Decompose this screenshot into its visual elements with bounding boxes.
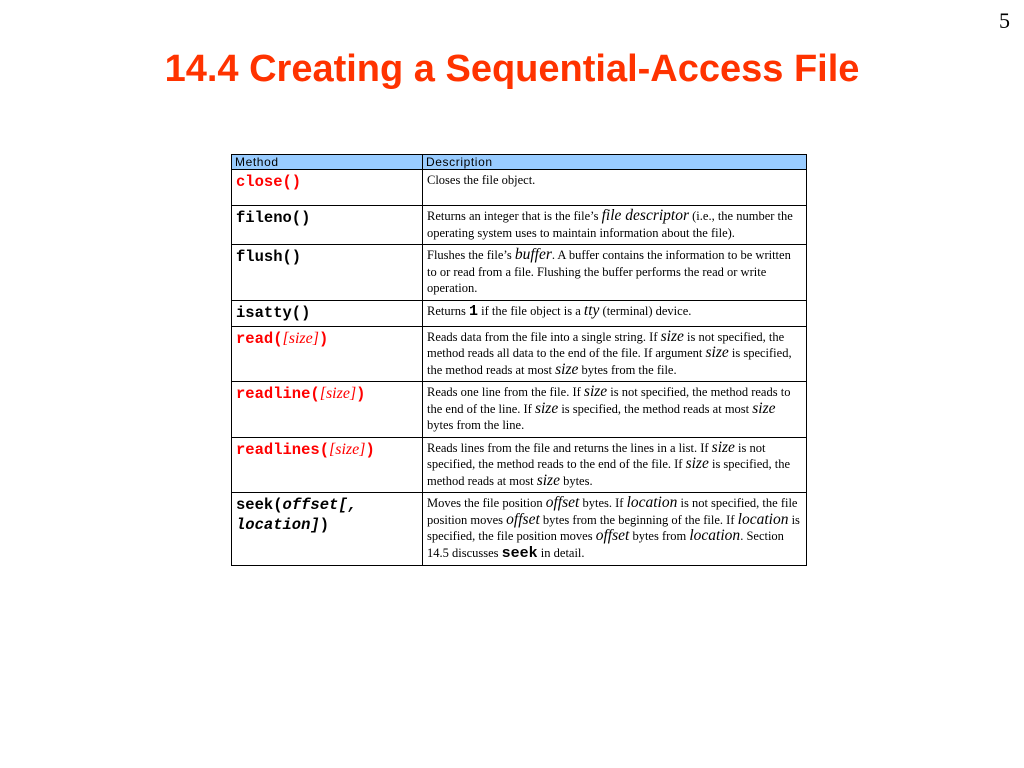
method-argument: [size] (329, 440, 366, 458)
description-text: bytes from the line. (427, 418, 525, 432)
description-text: (terminal) device. (599, 303, 692, 318)
term-size: size (536, 471, 560, 489)
term-size: size (555, 360, 579, 378)
term-location: location (737, 510, 789, 528)
method-name-close: ) (318, 329, 329, 348)
description-text: is not specified, the method reads to the end of the line. If (427, 385, 791, 416)
table-row (232, 437, 807, 493)
term-offset: offset (506, 510, 540, 528)
description-cell (423, 300, 807, 326)
description-text: bytes from (629, 529, 690, 543)
method-name: flush() (236, 248, 302, 266)
method-argument: offset[, location] (236, 496, 357, 534)
method-cell (232, 326, 423, 382)
description-text: Reads one line from the file. If (427, 385, 584, 399)
table-row (232, 326, 807, 382)
method-cell (232, 437, 423, 493)
table-row (232, 170, 807, 206)
page-number: 5 (999, 8, 1010, 33)
method-name: readline( (236, 385, 320, 403)
table-row (232, 300, 807, 326)
method-name-close: ) (356, 385, 366, 403)
method-name: close() (236, 173, 302, 191)
description-text: . A buffer contains the information to be written to or read from a file. Flushing the buffer performs the read or write operation. (427, 248, 791, 295)
term-buffer: buffer (514, 246, 552, 263)
table-row (232, 493, 807, 566)
description-text: Reads lines from the file and returns the lines in a list. If (427, 440, 712, 455)
method-argument: [size] (319, 385, 357, 402)
description-text: if the file object is a (478, 303, 584, 318)
header-description: Description (423, 155, 807, 170)
description-text: Returns (427, 303, 470, 318)
term-location: location (689, 527, 741, 544)
term-size: size (711, 438, 735, 456)
description-text: is specified, the method reads at most (558, 401, 753, 416)
description-text: in detail. (537, 545, 585, 560)
description-cell (423, 245, 807, 301)
table-header-row (232, 155, 807, 170)
term-size: size (705, 344, 729, 361)
description-text: . Section 14.5 discusses (427, 529, 784, 560)
table-row (232, 206, 807, 245)
table-row (232, 245, 807, 301)
slide-title: 14.4 Creating a Sequential-Access File (164, 48, 860, 90)
method-argument: [size] (282, 329, 319, 347)
code-literal: 1 (469, 302, 479, 320)
term-size: size (583, 383, 608, 400)
method-name: isatty() (236, 303, 311, 322)
description-text: is specified, the file position moves (427, 512, 800, 543)
description-cell (423, 382, 807, 438)
description-text: is not specified, the file position moves (427, 496, 798, 527)
method-name: seek( (236, 496, 283, 514)
term-offset: offset (595, 527, 630, 544)
method-cell (232, 382, 423, 438)
description-text: Reads data from the file into a single string. If (427, 329, 661, 344)
term-offset: offset (545, 494, 580, 511)
method-name-close: ) (319, 516, 330, 534)
header-method: Method (232, 155, 423, 170)
description-text: is specified, the method reads at most (427, 346, 792, 377)
method-name: fileno() (236, 209, 311, 227)
description-text: bytes. If (579, 496, 627, 510)
method-cell (232, 170, 423, 206)
description-text: Flushes the file’s (427, 248, 515, 262)
description-cell (423, 170, 807, 206)
method-cell (232, 245, 423, 301)
term-size: size (685, 455, 709, 472)
description-text: bytes from the file. (578, 362, 677, 377)
method-cell (232, 300, 423, 326)
code-literal: seek (501, 544, 538, 562)
description-text: is specified, the method reads at most (427, 457, 791, 488)
description-cell (423, 493, 807, 566)
description-text: (i.e., the number the operating system uses to maintain information about the file). (427, 209, 793, 240)
description-text: Moves the file position (427, 496, 546, 510)
term-size: size (752, 399, 776, 417)
term-size: size (660, 327, 684, 345)
methods-table (231, 154, 807, 566)
method-cell (232, 206, 423, 245)
method-cell (232, 493, 423, 566)
description-text: is not specified, the method reads all data to the end of the file. If argument (427, 329, 785, 360)
method-name: read( (236, 329, 283, 348)
description-text: Closes the file object. (427, 173, 536, 187)
description-cell (423, 437, 807, 493)
term-size: size (534, 399, 559, 417)
term-tty: tty (583, 301, 600, 319)
table-row (232, 382, 807, 438)
description-text: is not specified, the method reads to the end of the file. If (427, 440, 766, 471)
method-name-close: ) (365, 440, 375, 459)
term-location: location (626, 494, 678, 511)
description-text: Returns an integer that is the file’s (427, 209, 602, 223)
description-text: bytes from the beginning of the file. If (539, 512, 738, 527)
description-cell (423, 326, 807, 382)
term-file-descriptor: file descriptor (601, 207, 690, 224)
description-cell (423, 206, 807, 245)
description-text: bytes. (559, 473, 593, 488)
method-name: readlines( (236, 440, 330, 459)
